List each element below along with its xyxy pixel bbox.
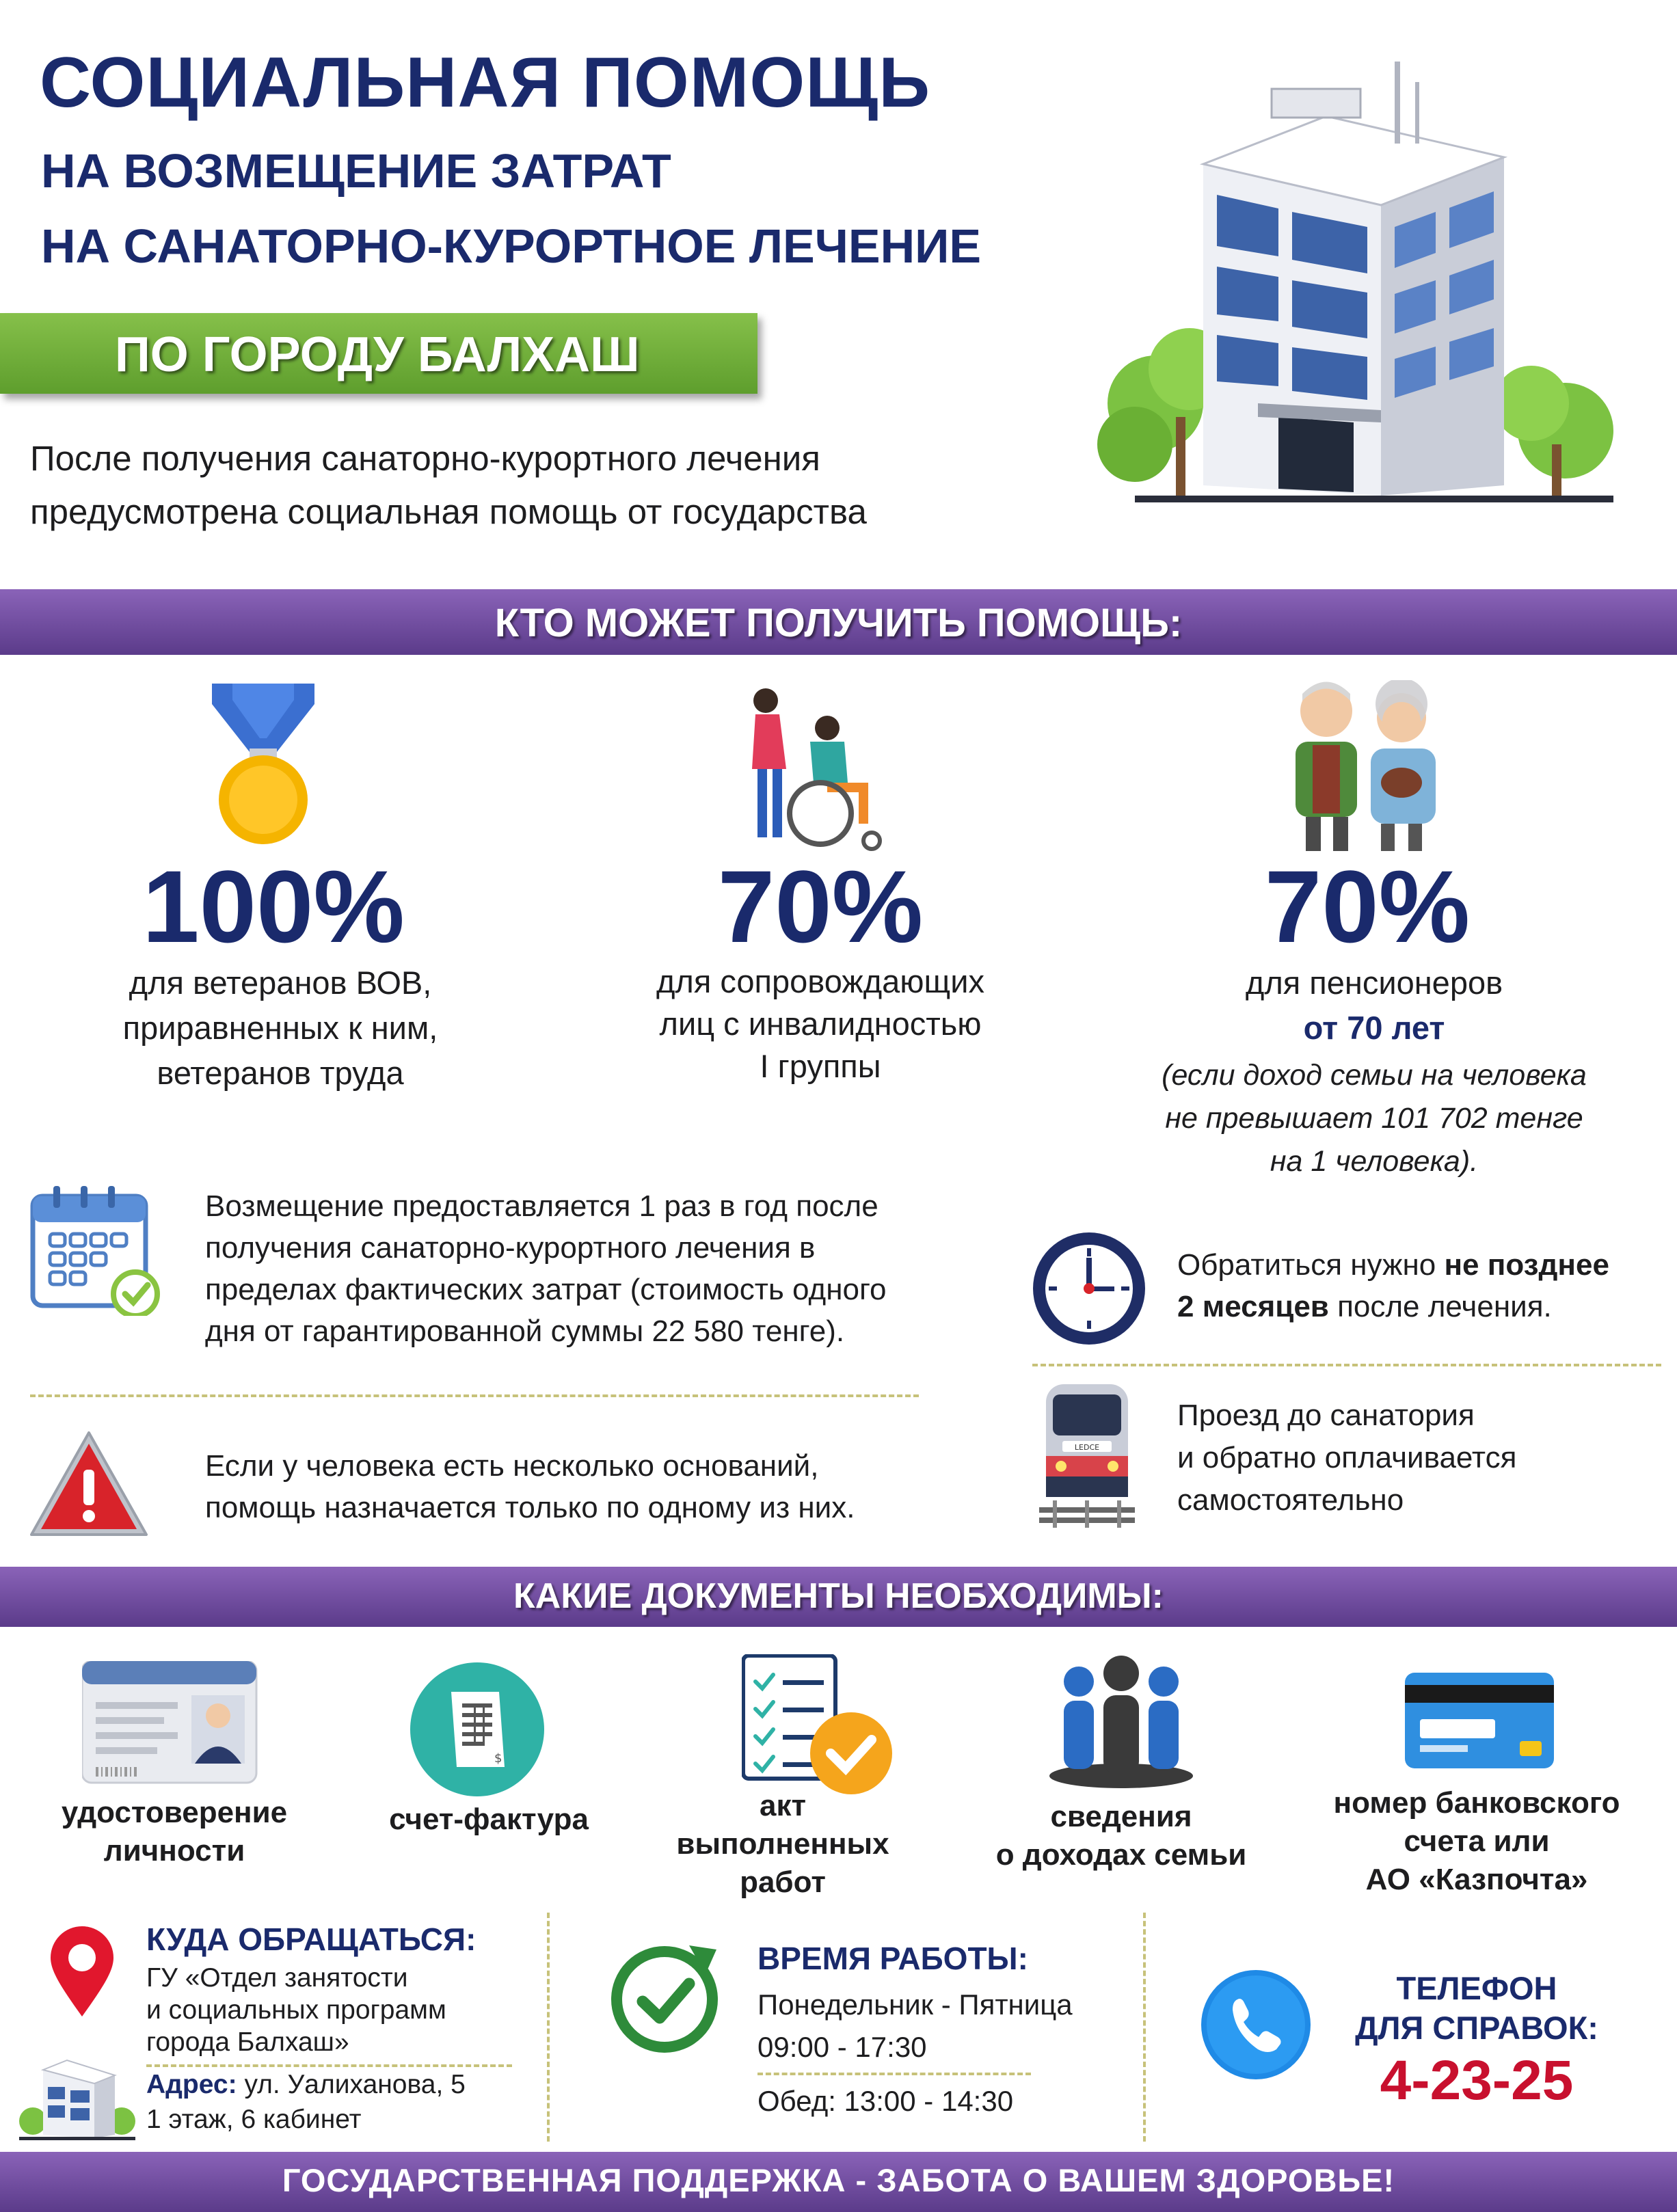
hours-time: 09:00 - 17:30 — [757, 2031, 927, 2063]
phone-heading-2: ДЛЯ СПРАВОК: — [1355, 2010, 1598, 2046]
clock-icon — [1031, 1230, 1147, 1347]
train-plate: LEDCE — [1074, 1443, 1100, 1452]
group-1-caption — [68, 960, 492, 1096]
contacts-separator-1 — [547, 1913, 550, 2142]
hours-heading: ВРЕМЯ РАБОТЫ: — [757, 1941, 1028, 1976]
deadline-prefix: Обратиться нужно — [1177, 1248, 1445, 1282]
group-2-line-3: I группы — [760, 1048, 881, 1084]
group-2-line-2: лиц с инвалидностью — [659, 1006, 982, 1042]
title-line-3: НА САНАТОРНО-КУРОРТНОЕ ЛЕЧЕНИЕ — [41, 219, 982, 273]
hours-text — [757, 1984, 1073, 2068]
doc-act-line-1: акт — [759, 1789, 807, 1822]
calendar-icon — [26, 1179, 163, 1316]
doc-bank-label — [1306, 1784, 1648, 1899]
warning-icon — [27, 1429, 150, 1541]
group-1-line-2: приравненных к ним, — [122, 1010, 438, 1046]
title-line-2: НА ВОЗМЕЩЕНИЕ ЗАТРАТ — [41, 144, 671, 198]
where-address-line-2: 1 этаж, 6 кабинет — [146, 2105, 362, 2134]
doc-id-label — [41, 1794, 308, 1870]
doc-bank-line-1: номер банковского — [1333, 1786, 1620, 1820]
family-group-icon — [1046, 1654, 1196, 1791]
doc-id-line-2: личности — [103, 1834, 245, 1867]
title-line-1: СОЦИАЛЬНАЯ ПОМОЩЬ — [40, 43, 930, 122]
divider-left — [30, 1394, 919, 1397]
group-1-line-1: для ветеранов ВОВ, — [129, 965, 432, 1001]
svg-text:$: $ — [494, 1751, 502, 1766]
group-3-caption — [1155, 960, 1593, 1051]
phone-heading-1: ТЕЛЕФОН — [1396, 1970, 1557, 2006]
doc-invoice-line-1: счет-фактура — [389, 1803, 589, 1836]
travel-line-2: и обратно оплачивается — [1177, 1441, 1517, 1474]
group-3-line-1: для пенсионеров — [1245, 965, 1503, 1001]
deadline-suffix: после лечения. — [1328, 1290, 1552, 1323]
warning-line-2: помощь назначается только по одному из них. — [205, 1491, 855, 1524]
doc-id-line-1: удостоверение — [61, 1796, 288, 1829]
doc-bank-line-2: счета или — [1404, 1824, 1550, 1858]
hours-days: Понедельник - Пятница — [757, 1988, 1073, 2021]
checklist-icon — [742, 1654, 896, 1798]
deadline-bold-1: не позднее — [1444, 1248, 1609, 1282]
reimbursement-line-2: получения санаторно-курортного лечения в — [205, 1231, 816, 1265]
reimbursement-line-1: Возмещение предоставляется 1 раз в год после — [205, 1189, 878, 1223]
divider-right — [1032, 1364, 1661, 1366]
reimbursement-line-4: дня от гарантированной суммы 22 580 тенге). — [205, 1314, 845, 1348]
hours-divider — [757, 2073, 1031, 2075]
wheelchair-icon — [725, 687, 889, 851]
intro-line-1: После получения санаторно-курортного лечения — [30, 439, 820, 478]
doc-act-line-2: выполненных — [676, 1827, 889, 1861]
phone-icon — [1200, 1969, 1313, 2081]
medal-icon — [212, 684, 314, 848]
deadline-bold-2: 2 месяцев — [1177, 1290, 1329, 1323]
train-icon — [1032, 1381, 1142, 1528]
where-org-line-1: ГУ «Отдел занятости — [146, 1963, 408, 1993]
office-building-icon — [1094, 48, 1627, 513]
where-address — [146, 2067, 466, 2137]
deadline-line-2 — [1177, 1286, 1609, 1327]
small-building-icon — [19, 2049, 135, 2142]
group-3-note-2: не превышает 101 702 тенге — [1165, 1102, 1583, 1135]
warning-line-1: Если у человека есть несколько оснований, — [205, 1449, 819, 1483]
address-label: Адрес: — [146, 2070, 237, 2099]
reimbursement-line-3: пределах фактических затрат (стоимость одного — [205, 1273, 887, 1306]
intro-line-2: предусмотрена социальная помощь от государства — [30, 492, 867, 531]
group-2-line-1: для сопровождающих — [656, 963, 984, 999]
phone-block — [1326, 1969, 1627, 2114]
group-2-caption — [602, 960, 1039, 1088]
group-1-percent: 100% — [142, 849, 405, 964]
group-1-line-3: ветеранов труда — [157, 1055, 404, 1091]
deadline-text — [1177, 1244, 1609, 1327]
bank-card-icon — [1405, 1673, 1555, 1772]
group-3-highlight: от 70 лет — [1303, 1010, 1445, 1046]
warning-text — [205, 1445, 855, 1528]
documents-section-heading: КАКИЕ ДОКУМЕНТЫ НЕОБХОДИМЫ: — [513, 1576, 1164, 1616]
id-card-icon — [82, 1661, 260, 1784]
intro-text — [30, 432, 867, 539]
doc-income-label — [984, 1798, 1258, 1874]
doc-income-line-1: сведения — [1050, 1800, 1192, 1833]
location-pin-icon — [48, 1926, 116, 2019]
elderly-couple-icon — [1275, 680, 1453, 851]
clock-check-icon — [608, 1941, 725, 2058]
doc-act-line-3: работ — [740, 1865, 826, 1899]
footer-text: ГОСУДАРСТВЕННАЯ ПОДДЕРЖКА - ЗАБОТА О ВАШЕМ ЗДОРОВЬЕ! — [282, 2162, 1395, 2198]
travel-line-3: самостоятельно — [1177, 1483, 1404, 1517]
group-2-percent: 70% — [717, 849, 924, 964]
doc-income-line-2: о доходах семьи — [995, 1838, 1247, 1872]
doc-bank-line-3: АО «Казпочта» — [1365, 1863, 1588, 1896]
contacts-separator-2 — [1143, 1913, 1146, 2142]
doc-act-label — [649, 1787, 916, 1902]
travel-line-1: Проезд до санатория — [1177, 1399, 1475, 1432]
where-heading: КУДА ОБРАЩАТЬСЯ: — [146, 1921, 477, 1957]
group-3-percent: 70% — [1264, 849, 1471, 964]
group-3-note — [1128, 1054, 1620, 1183]
where-org — [146, 1962, 446, 2058]
group-3-note-1: (если доход семьи на человека — [1162, 1059, 1587, 1092]
where-org-line-3: города Балхаш» — [146, 2027, 349, 2057]
invoice-icon — [409, 1661, 546, 1798]
reimbursement-text — [205, 1185, 887, 1352]
travel-text — [1177, 1394, 1516, 1522]
where-address-line-1 — [146, 2067, 466, 2102]
doc-invoice-label — [355, 1800, 622, 1839]
deadline-line-1 — [1177, 1244, 1609, 1286]
group-3-note-3: на 1 человека). — [1270, 1145, 1479, 1178]
phone-number[interactable]: 4-23-25 — [1380, 2049, 1574, 2112]
address-street: ул. Уалиханова, 5 — [237, 2070, 466, 2099]
hours-lunch: Обед: 13:00 - 14:30 — [757, 2085, 1014, 2117]
where-org-line-2: и социальных программ — [146, 1995, 446, 2025]
who-section-heading: КТО МОЖЕТ ПОЛУЧИТЬ ПОМОЩЬ: — [494, 601, 1183, 645]
city-banner-text: ПО ГОРОДУ БАЛХАШ — [115, 327, 640, 382]
